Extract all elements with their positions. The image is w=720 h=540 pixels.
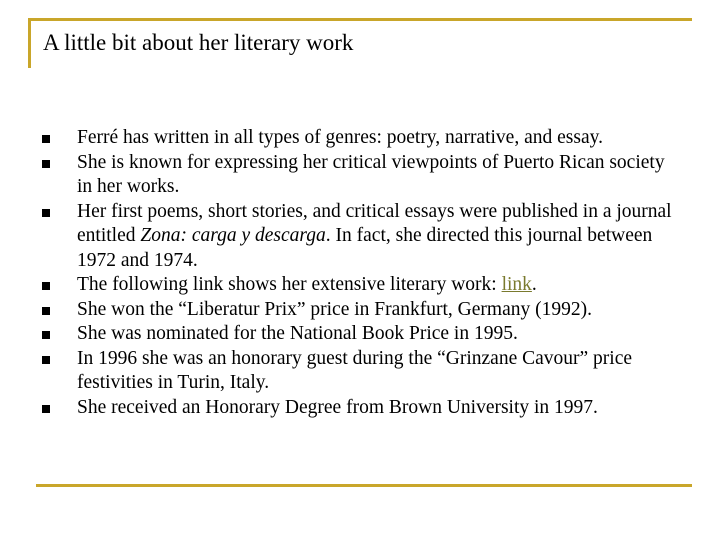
bullet-item [42,200,682,274]
square-bullet-icon [42,307,50,315]
bullet-item [42,347,682,396]
slide-title: A little bit about her literary work [43,30,354,55]
square-bullet-icon [42,405,50,413]
title-frame-left-rule [28,18,31,68]
bullet-text: In 1996 she was an honorary guest during the “Grinzane Cavour” price festivities in Turin, Italy. [77,347,633,393]
bullet-text-end: . [531,274,537,295]
bullet-text-end: . In fact, she directed this journal between 1972 and 1974. [77,225,653,271]
bullet-text-start: The following link shows her extensive literary work: [77,274,502,295]
literary-work-link[interactable]: link [501,274,532,295]
bullet-text: She is known for expressing her critical viewpoints of Puerto Rican society in her works. [77,151,665,197]
square-bullet-icon [42,160,50,168]
square-bullet-icon [42,356,50,364]
bullet-text: She won the “Liberatur Prix” price in Frankfurt, Germany (1992). [77,298,592,320]
bullet-item [42,126,682,151]
title-frame-top-rule [28,18,692,21]
bullet-item [42,298,682,323]
bullet-item [42,396,682,421]
square-bullet-icon [42,135,50,143]
bullet-text-start: Her first poems, short stories, and critical essays were published in a journal entitled [77,200,672,246]
square-bullet-icon [42,331,50,339]
bullet-item [42,151,682,200]
bullet-item [42,322,682,347]
bullet-text: Ferré has written in all types of genres: poetry, narrative, and essay. [77,127,603,148]
journal-title: Zona: carga y descarga [140,225,326,246]
bullet-item [42,273,682,298]
bullet-text: She was nominated for the National Book Price in 1995. [77,323,518,344]
bullet-list [42,126,682,420]
square-bullet-icon [42,282,50,290]
bullet-text: She received an Honorary Degree from Brown University in 1997. [77,396,598,418]
square-bullet-icon [42,209,50,217]
footer-rule [36,484,692,487]
